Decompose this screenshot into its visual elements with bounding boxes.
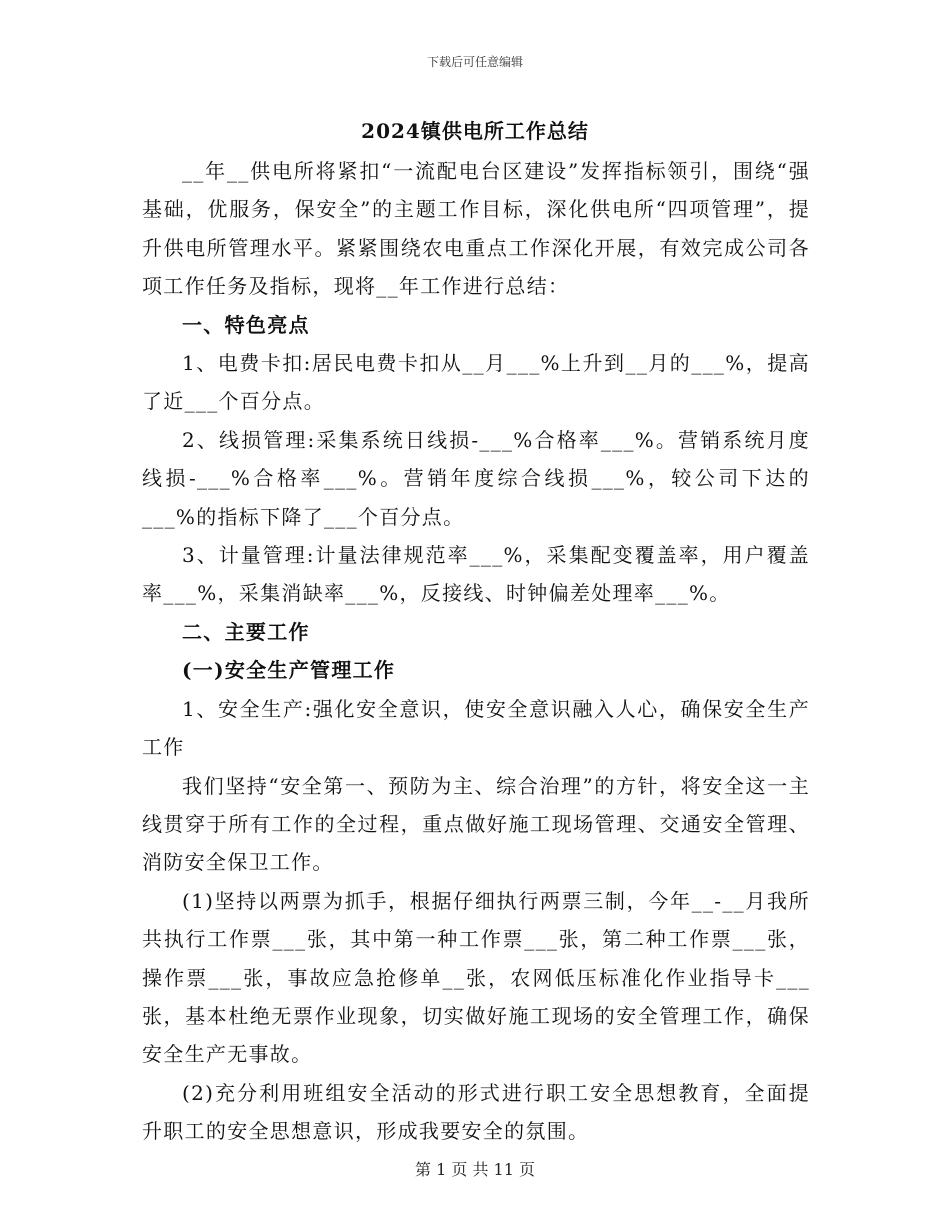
- intro-paragraph: __年__供电所将紧扣“一流配电台区建设”发挥指标领引，围绕“强基础，优服务，保安全”的主题工作目标，深化供电所“四项管理”，提升供电所管理水平。紧紧围绕农电重点工作深化开展，有效完成公司各项工作任务及指标，现将__年工作进行总结：: [142, 159, 810, 299]
- subsection-heading-safety: (一)安全生产管理工作: [182, 658, 396, 683]
- paragraph-safety-production: 1、安全生产:强化安全意识，使安全意识融入人心，确保安全生产工作: [142, 696, 810, 760]
- paragraph-line-loss: 2、线损管理:采集系统日线损-___%合格率___%。营销系统月度线损-___%合格率___%。营销年度综合线损___%，较公司下达的___%的指标下降了___个百分点。: [142, 427, 810, 529]
- page-number: 第 1 页 共 11 页: [415, 1160, 535, 1179]
- paragraph-metering: 3、计量管理:计量法律规范率___%，采集配变覆盖率，用户覆盖率___%，采集消缺率___%，反接线、时钟偏差处理率___%。: [142, 543, 810, 606]
- header-note: 下载后可任意编辑: [426, 55, 523, 69]
- paragraph-safety-policy: 我们坚持“安全第一、预防为主、综合治理”的方针，将安全这一主线贯穿于所有工作的全过程，重点做好施工现场管理、交通安全管理、消防安全保卫工作。: [142, 773, 810, 875]
- document-title: 2024镇供电所工作总结: [361, 119, 589, 143]
- section-heading-highlights: 一、特色亮点: [182, 312, 310, 337]
- paragraph-billing: 1、电费卡扣:居民电费卡扣从__月___%上升到__月的___%，提高了近___个百分点。: [142, 351, 810, 414]
- paragraph-work-tickets: (1)坚持以两票为抓手，根据仔细执行两票三制，今年__-__月我所共执行工作票___张，其中第一种工作票___张，第二种工作票___张，操作票___张，事故应急抢修单__张，农网低压标准化作业指导卡___张，基本杜绝无票作业现象，切实做好施工现场的安全管理工作，确保安全生产无事故。: [142, 888, 810, 1067]
- document-body: [142, 152, 810, 1151]
- paragraph-safety-education: (2)充分利用班组安全活动的形式进行职工安全思想教育，全面提升职工的安全思想意识，形成我要安全的氛围。: [142, 1080, 810, 1144]
- section-heading-main-work: 二、主要工作: [182, 619, 310, 644]
